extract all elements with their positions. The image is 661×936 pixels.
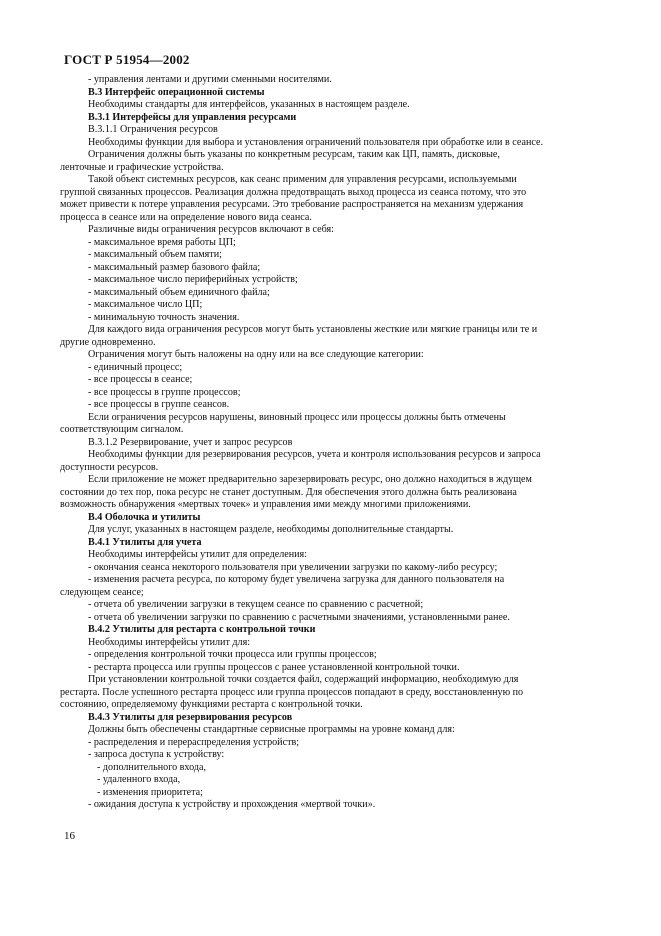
paragraph: Необходимы функции для выбора и установления ограничений пользователя при обработке или в сеансе.: [88, 136, 543, 148]
list-item: - все процессы в группе процессов;: [88, 386, 241, 398]
list-item: - все процессы в группе сеансов.: [88, 399, 230, 410]
list-item: - окончания сеанса некоторого пользователя при увеличении загрузки по какому-либо ресурсу;: [88, 561, 498, 573]
list-item: - максимальный объем единичного файла;: [88, 286, 270, 298]
paragraph-continuation: процесса в сеансе или на определение нового вида сеанса.: [60, 211, 312, 223]
paragraph: Должны быть обеспечены стандартные сервисные программы на уровне команд для:: [88, 724, 455, 735]
paragraph: Необходимы стандарты для интерфейсов, указанных в настоящем разделе.: [88, 99, 410, 110]
list-subitem: - изменения приоритета;: [97, 786, 203, 798]
paragraph: Необходимы интерфейсы утилит для:: [88, 636, 251, 648]
list-item: - определения контрольной точки процесса или группы процессов;: [88, 649, 377, 660]
subsection-heading: В.3.1.1 Ограничения ресурсов: [88, 124, 218, 135]
paragraph-continuation: состоянию, определяемому функциями рестарта с контрольной точки.: [60, 699, 363, 710]
list-item: - отчета об увеличении загрузки в текущем сеансе по сравнению с расчетной;: [88, 599, 424, 610]
list-item: - максимальный объем памяти;: [88, 249, 222, 260]
subsection-heading: В.3.1.2 Резервирование, учет и запрос ресурсов: [88, 436, 293, 448]
section-heading: В.4.2 Утилиты для рестарта с контрольной точки: [88, 624, 316, 635]
paragraph-continuation: может привести к потере управления ресурсами. Это требование распространяется на механизм удержания: [60, 199, 524, 210]
list-item: - единичный процесс;: [88, 361, 183, 373]
paragraph: Ограничения должны быть указаны по конкретным ресурсам, таким как ЦП, память, дисковые,: [88, 149, 500, 160]
paragraph: Различные виды ограничения ресурсов включают в себя:: [88, 224, 334, 235]
list-item: - все процессы в сеансе;: [88, 374, 193, 385]
list-item: - изменения расчета ресурса, по которому будет увеличена загрузка для данного пользователя на: [88, 574, 505, 585]
paragraph: Если ограничения ресурсов нарушены, виновный процесс или процессы должны быть отмечены: [88, 411, 506, 423]
paragraph-continuation: рестарта. После успешного рестарта процесс или группа процессов попадают в среду, восстановленную по: [60, 686, 524, 698]
list-subitem: - дополнительного входа,: [97, 761, 206, 773]
paragraph: При установлении контрольной точки создается файл, содержащий информацию, необходимую для: [88, 674, 519, 685]
list-subitem: - удаленного входа,: [97, 774, 181, 785]
paragraph: Необходимы интерфейсы утилит для определения:: [88, 549, 307, 560]
section-heading: В.4 Оболочка и утилиты: [88, 511, 201, 523]
list-item: - максимальное время работы ЦП;: [88, 236, 236, 248]
section-heading: В.3.1 Интерфейсы для управления ресурсами: [88, 111, 297, 123]
list-item: - максимальное число периферийных устройств;: [88, 274, 298, 285]
list-item: - управления лентами и другими сменными носителями.: [88, 74, 332, 85]
paragraph: Необходимы функции для резервирования ресурсов, учета и контроля использования ресурсов и запроса: [88, 449, 541, 460]
paragraph-continuation: состоянии до тех пор, пока ресурс не станет доступным. Для обеспечения этого должна быть реализована: [60, 486, 517, 498]
list-item: - ожидания доступа к устройству и прохождения «мертвой точки».: [88, 799, 376, 810]
section-heading: В.4.3 Утилиты для резервирования ресурсов: [88, 711, 293, 723]
list-item: - рестарта процесса или группы процессов с ранее установленной контрольной точки.: [88, 661, 460, 673]
list-item: - минимальную точность значения.: [88, 311, 240, 323]
paragraph-continuation: возможность обнаружения «мертвых точек» и управления ими между многими приложениями.: [60, 499, 471, 510]
paragraph-continuation: доступности ресурсов.: [60, 461, 159, 473]
list-item: - отчета об увеличении загрузки по сравнению с расчетными значениями, установленными ранее.: [88, 611, 510, 623]
paragraph-continuation: группой связанных процессов. Реализация должна предотвращать выход процесса из сеанса потому, что это: [60, 186, 527, 198]
list-item: - распределения и перераспределения устройств;: [88, 736, 300, 748]
page-number: 16: [64, 830, 75, 842]
document-header: ГОСТ Р 51954—2002: [64, 52, 190, 67]
list-item: - запроса доступа к устройству:: [88, 749, 225, 760]
list-item: - максимальный размер базового файла;: [88, 261, 261, 273]
paragraph-continuation: другие одновременно.: [60, 336, 156, 348]
paragraph-continuation: соответствующим сигналом.: [60, 424, 184, 435]
document-body: [60, 74, 601, 812]
paragraph: Для услуг, указанных в настоящем разделе, необходимы дополнительные стандарты.: [88, 524, 454, 535]
paragraph: Если приложение не может предварительно зарезервировать ресурс, оно должно находиться в ждущем: [88, 474, 532, 485]
paragraph: Ограничения могут быть наложены на одну или на все следующие категории:: [88, 349, 424, 360]
section-heading: В.3 Интерфейс операционной системы: [88, 86, 265, 98]
list-item: - максимальное число ЦП;: [88, 299, 203, 310]
section-heading: В.4.1 Утилиты для учета: [88, 536, 202, 548]
paragraph-continuation: следующем сеансе;: [60, 586, 144, 598]
paragraph-continuation: ленточные и графические устройства.: [60, 161, 224, 173]
paragraph: Для каждого вида ограничения ресурсов могут быть установлены жесткие или мягкие границы или те и: [88, 324, 538, 335]
paragraph: Такой объект системных ресурсов, как сеанс применим для управления ресурсами, используемыми: [88, 174, 517, 185]
